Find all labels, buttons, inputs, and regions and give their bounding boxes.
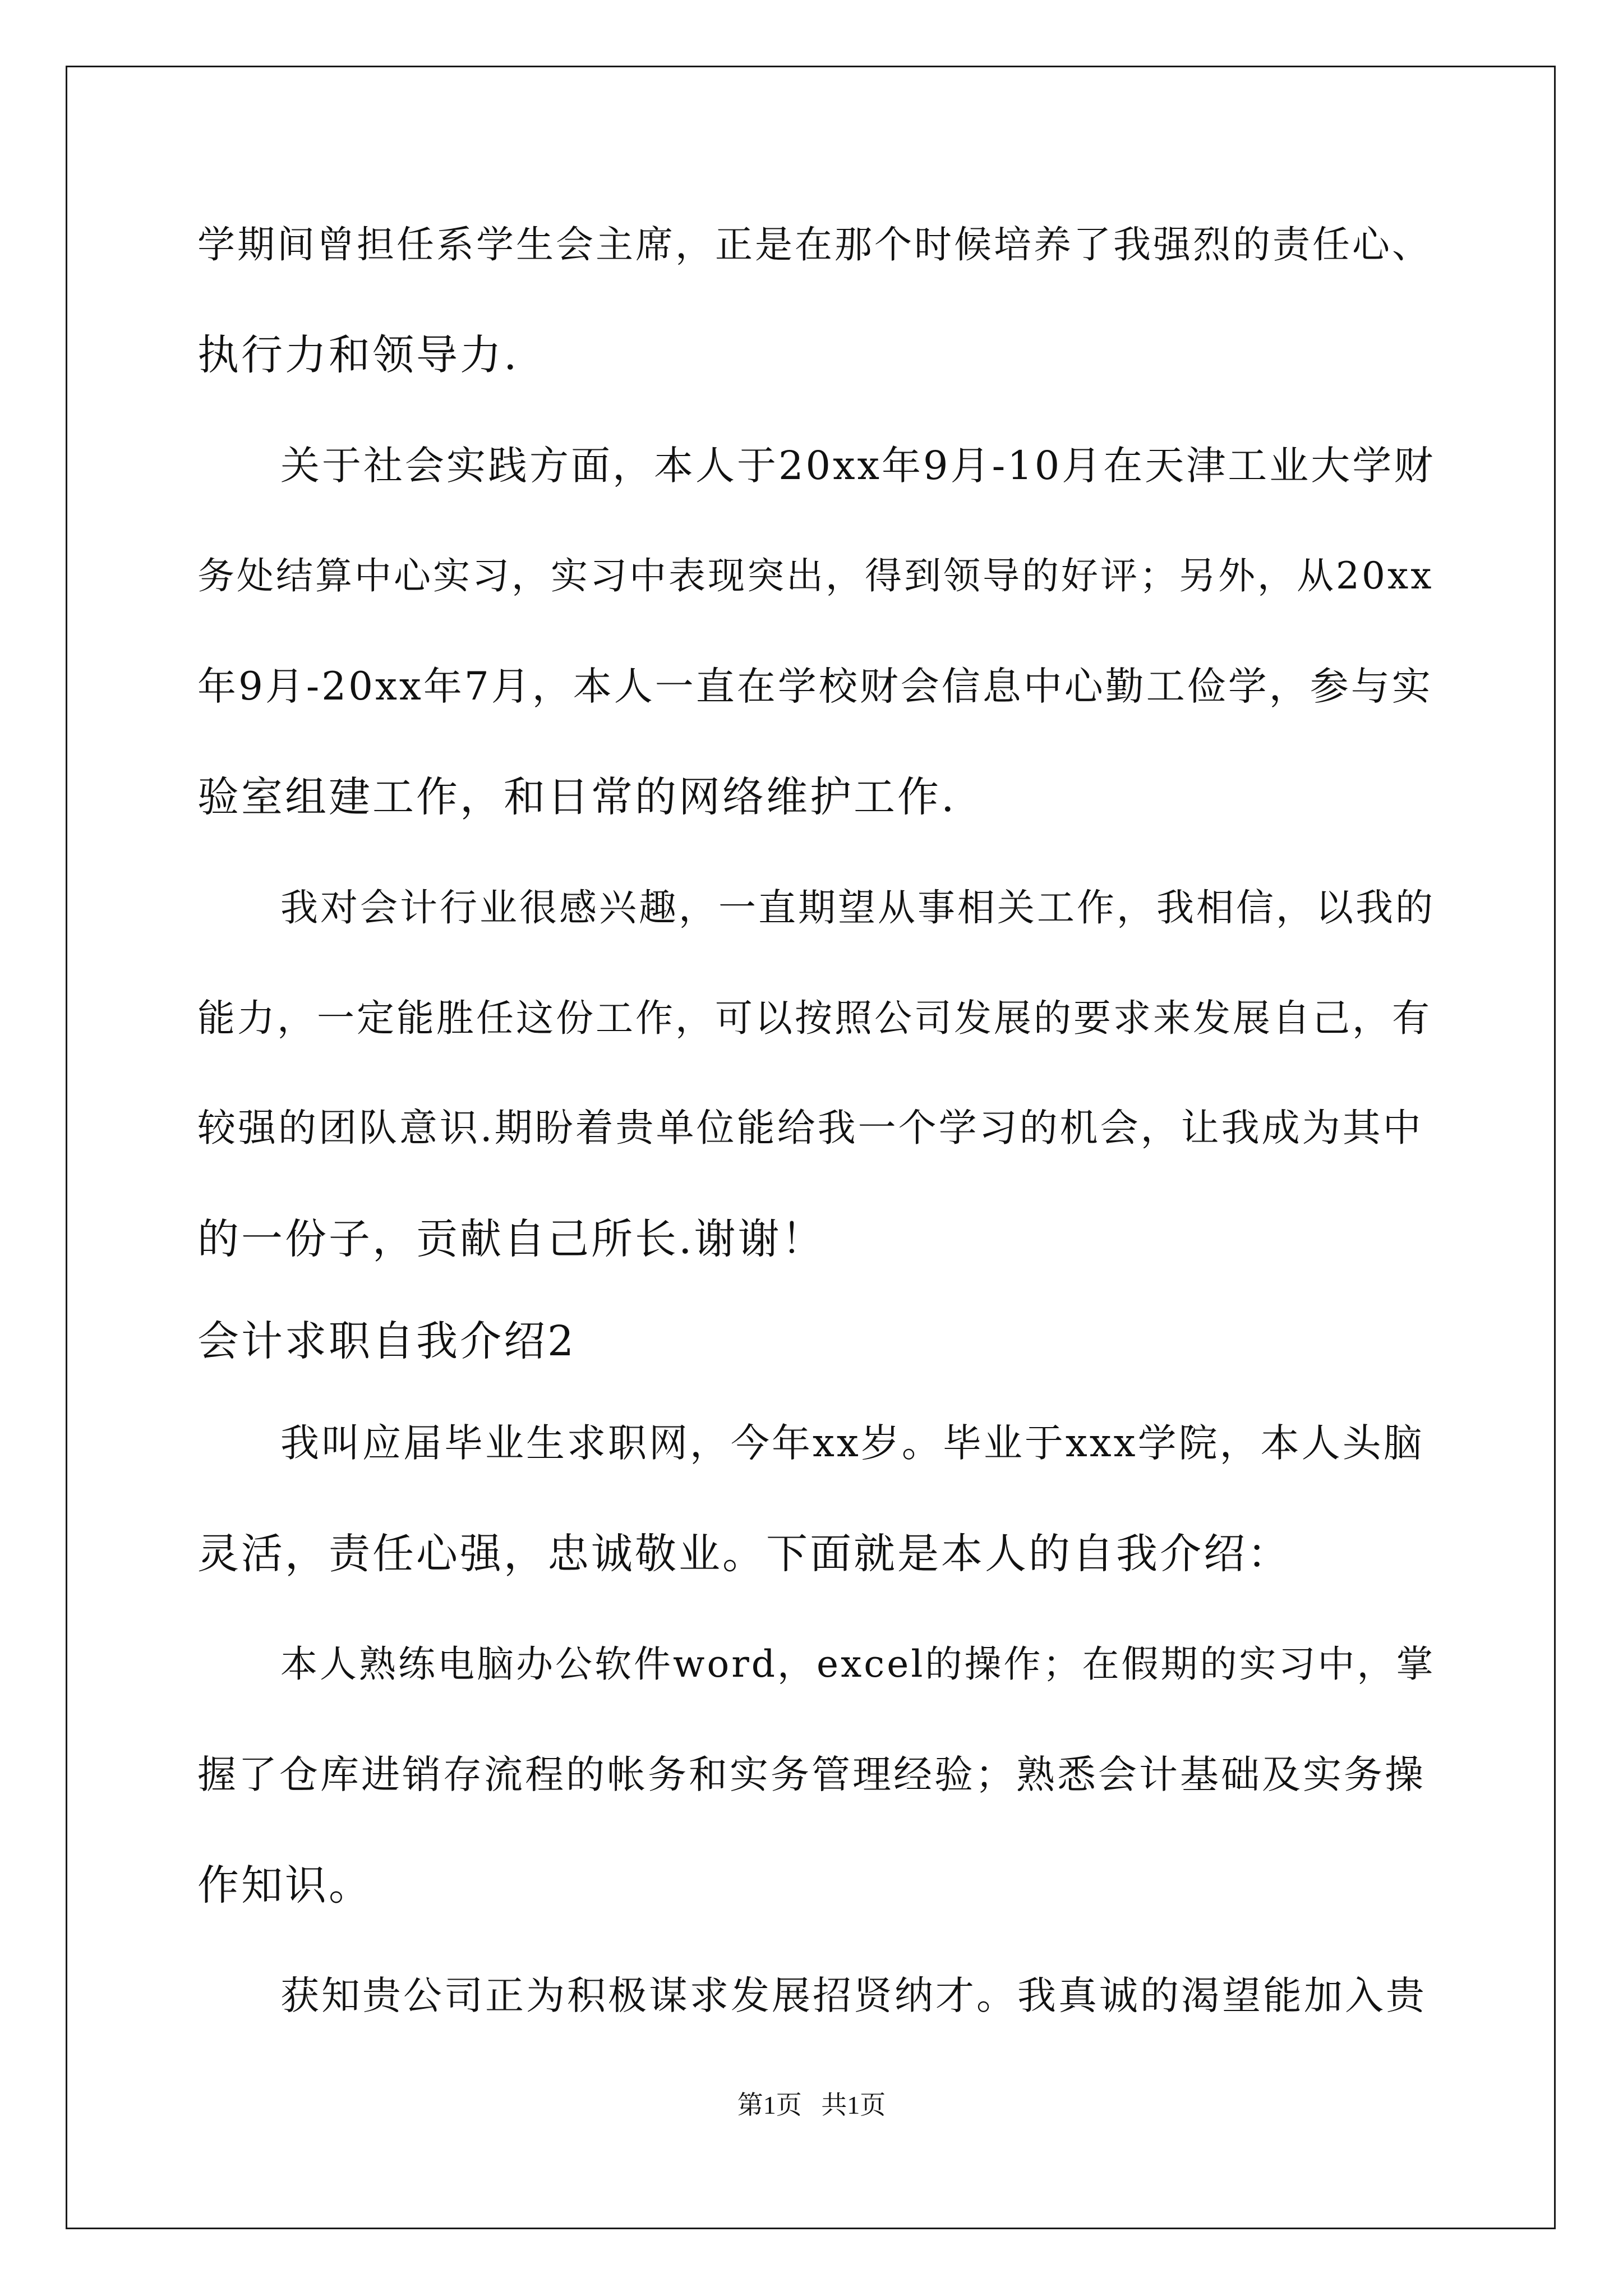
text-line-10: 的一份子，贡献自己所长.谢谢！	[197, 1215, 826, 1263]
text-line-5: 年9月-20xx年7月，本人一直在学校财会信息中心勤工俭学，参与实	[197, 664, 1433, 709]
text-line-12: 我叫应届毕业生求职网，今年xx岁。毕业于xxx学院，本人头脑	[280, 1421, 1424, 1466]
text-line-16: 作知识。	[197, 1861, 372, 1910]
text-line-8: 能力，一定能胜任这份工作，可以按照公司发展的要求来发展自己，有	[197, 996, 1432, 1040]
text-line-4: 务处结算中心实习，实习中表现突出，得到领导的好评；另外，从20xx	[197, 554, 1434, 597]
text-line-7: 我对会计行业很感兴趣，一直期望从事相关工作，我相信，以我的	[280, 886, 1435, 930]
text-line-15: 握了仓库进销存流程的帐务和实务管理经验；熟悉会计基础及实务操	[197, 1752, 1426, 1797]
page-number-footer: 第1页 共1页	[737, 2091, 886, 2119]
section-heading: 会计求职自我介绍2	[197, 1317, 577, 1365]
text-line-17: 获知贵公司正为积极谋求发展招贤纳才。我真诚的渴望能加入贵	[280, 1973, 1427, 2018]
text-line-9: 较强的团队意识.期盼着贵单位能给我一个学习的机会，让我成为其中	[197, 1106, 1423, 1151]
text-line-14: 本人熟练电脑办公软件word，excel的操作；在假期的实习中，掌	[280, 1642, 1436, 1686]
text-line-2: 执行力和领导力.	[197, 331, 519, 379]
text-line-1: 学期间曾担任系学生会主席，正是在那个时候培养了我强烈的责任心、	[197, 223, 1432, 266]
text-line-6: 验室组建工作，和日常的网络维护工作.	[197, 773, 957, 821]
text-line-3: 关于社会实践方面，本人于20xx年9月-10月在天津工业大学财	[280, 443, 1436, 489]
text-line-13: 灵活，责任心强，忠诚敬业。下面就是本人的自我介绍：	[197, 1530, 1291, 1578]
